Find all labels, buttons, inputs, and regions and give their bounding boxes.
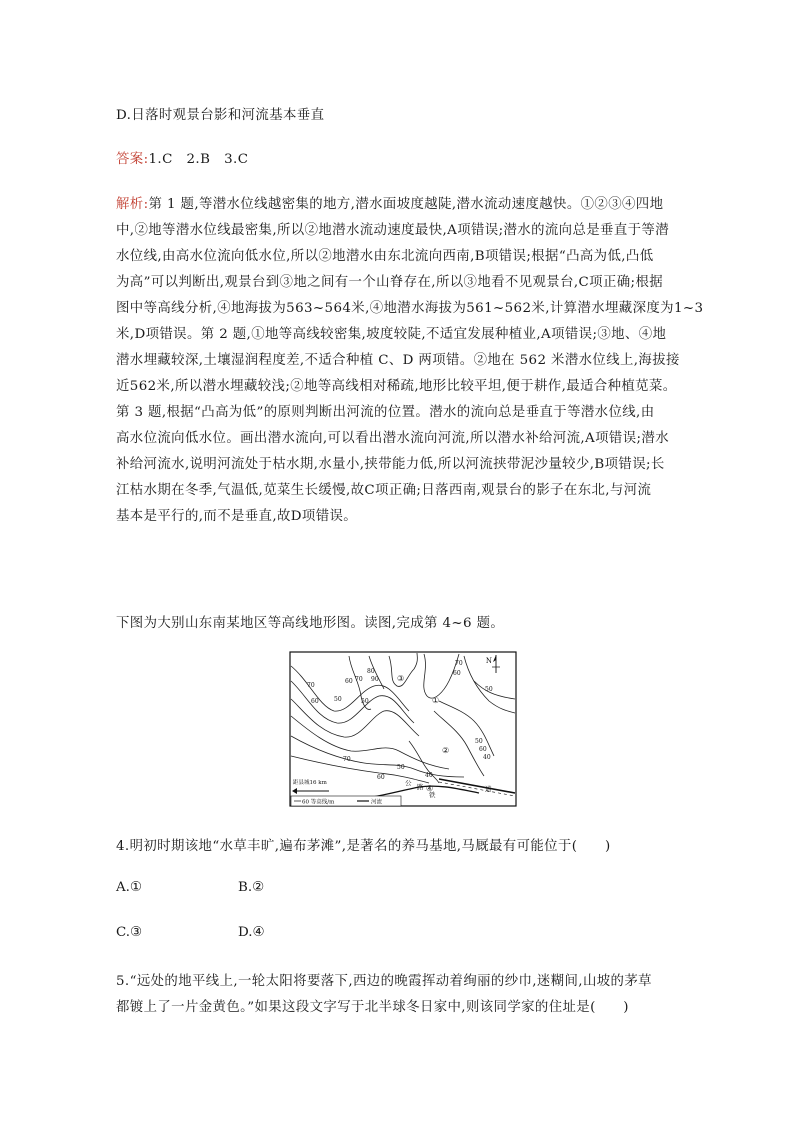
contour-label: 60: [345, 678, 353, 685]
map-intro: 下图为大别山东南某地区等高线地形图。读图,完成第 4~6 题。: [116, 616, 505, 631]
town-distance-label: 距县城16 km: [293, 780, 327, 786]
contour-label: 80: [367, 668, 375, 675]
north-arrow-icon: [492, 655, 500, 673]
site-1: ①: [432, 696, 440, 705]
legend-contour: 60 等高线/m: [302, 799, 335, 806]
contour-label: 50: [475, 738, 483, 745]
contour-label: 70: [355, 676, 363, 683]
analysis-line-8: 近562米,所以潜水埋藏较浅;②地等高线相对稀疏,地形比较平坦,便于耕作,最适合种植苋菜。: [116, 379, 677, 394]
contour-label: 50: [485, 686, 493, 693]
q4-option-a[interactable]: A.①: [116, 880, 142, 895]
rail-char: 道: [485, 785, 492, 793]
analysis-line-11: 补给河流水,说明河流处于枯水期,水量小,挟带能力低,所以河流挟带泥沙量较少,B项错误;长: [116, 457, 665, 472]
contour-label: 50: [361, 698, 369, 705]
analysis-label: 解析:: [116, 197, 149, 212]
analysis-text: 第 1 题,等潜水位线越密集的地方,潜水面坡度越陡,潜水流动速度越快。①②③④四地: [148, 197, 664, 212]
railway-ties: [439, 782, 515, 796]
analysis-line-6: 米,D项错误。第 2 题,①地等高线较密集,坡度较陡,不适宜发展种植业,A项错误;③地、④地: [116, 327, 667, 342]
arrow-left-icon: [292, 788, 329, 794]
contour-label: 40: [425, 772, 433, 779]
contour-label: 50: [334, 696, 342, 703]
contour-label: 60: [377, 774, 385, 781]
contour-label: 60: [479, 746, 487, 753]
analysis-line-1: [116, 193, 663, 212]
contour-label: 50: [397, 764, 405, 771]
question-5-line-2: 都镀上了一片金黄色。”如果这段文字写于北半球冬日家中,则该同学家的住址是( ): [116, 1000, 629, 1015]
prev-option-d: D.日落时观景台影和河流基本垂直: [116, 108, 325, 123]
analysis-line-2: 中,②地等潜水位线最密集,所以②地潜水流动速度最快,A项错误;潜水的流向总是垂直于等潜: [116, 223, 669, 238]
analysis-line-10: 高水位流向低水位。画出潜水流向,可以看出潜水流向河流,所以潜水补给河流,A项错误;潜水: [116, 431, 669, 446]
legend-river: 河流: [371, 799, 383, 806]
rail-char: 铁: [429, 791, 436, 799]
map-legend: [291, 796, 401, 806]
contour-label: 70: [343, 756, 351, 763]
q4-option-c[interactable]: C.③: [116, 925, 143, 940]
answer-label: 答案:: [116, 152, 149, 167]
contour-label: 90: [371, 676, 379, 683]
contour-label: 40: [483, 754, 491, 761]
railway-line: [439, 779, 515, 793]
contour-label: 60: [453, 670, 461, 677]
analysis-line-7: 潜水埋藏较深,土壤湿润程度差,不适合种植 C、D 两项错。②地在 562 米潜水位线上,海拔接: [116, 353, 680, 368]
analysis-line-5: 图中等高线分析,④地海拔为563~564米,④地潜水海拔为561~562米,计算潜水埋藏深度为1~3: [116, 301, 704, 316]
q4-option-b[interactable]: B.②: [238, 880, 265, 895]
analysis-line-13: 基本是平行的,而不是垂直,故D项错误。: [116, 509, 358, 524]
contour-map: [289, 651, 517, 807]
site-4: ④: [426, 784, 434, 793]
question-4-stem: 4.明初时期该地“水草丰旷,遍布茅滩”,是著名的养马基地,马厩最有可能位于( ): [116, 839, 611, 854]
q4-option-d[interactable]: D.④: [238, 925, 265, 940]
contour-label: 60: [311, 698, 319, 705]
analysis-line-9: 第 3 题,根据“凸高为低”的原则判断出河流的位置。潜水的流向总是垂直于等潜水位线,由: [116, 405, 655, 420]
analysis-line-3: 水位线,由高水位流向低水位,所以②地潜水由东北流向西南,B项错误;根据“凸高为低,凸低: [116, 249, 654, 264]
analysis-line-4: 为高”可以判断出,观景台到③地之间有一个山脊存在,所以③地看不见观景台,C项正确;根据: [116, 275, 664, 290]
road-char: 公: [405, 779, 412, 787]
site-2: ②: [442, 746, 450, 755]
road-char: 路: [417, 783, 424, 791]
contour-label: 70: [455, 660, 463, 667]
answer-value: 1.C 2.B 3.C: [148, 152, 249, 167]
question-5-line-1: 5.“远处的地平线上,一轮太阳将要落下,西边的晚霞挥动着绚丽的纱巾,迷糊间,山坡的茅草: [116, 974, 652, 989]
contour-label: 70: [307, 682, 315, 689]
site-3: ③: [397, 674, 405, 683]
analysis-line-12: 江枯水期在冬季,气温低,苋菜生长缓慢,故C项正确;日落西南,观景台的影子在东北,与河流: [116, 483, 652, 498]
north-label: N: [485, 657, 492, 665]
answer-line: [116, 148, 248, 167]
